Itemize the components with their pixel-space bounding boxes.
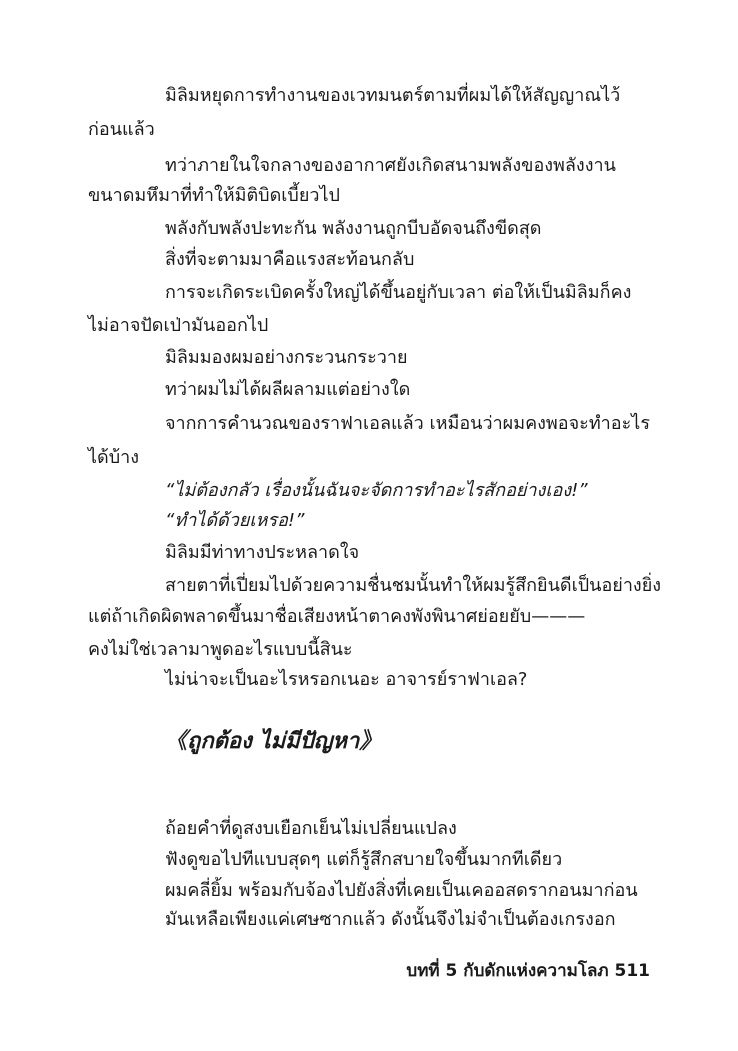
- voice-heading: 《ถูกต้อง ไม่มีปัญหา》: [165, 729, 382, 754]
- paragraph-line: จากการคำนวณของราฟาเอลแล้ว เหมือนว่าผมคงพอจะทำอะไร: [165, 413, 650, 434]
- paragraph-line: มิลิมหยุดการทำงานของเวทมนตร์ตามที่ผมได้ให้สัญญาณไว้: [165, 85, 621, 106]
- paragraph-line: คงไม่ใช่เวลามาพูดอะไรแบบนี้สินะ: [88, 639, 353, 660]
- paragraph-line: สิ่งที่จะตามมาคือแรงสะท้อนกลับ: [165, 249, 415, 270]
- paragraph-line: ก่อนแล้ว: [88, 119, 155, 140]
- dialogue-line: “ไม่ต้องกลัว เรื่องนั้นฉันจะจัดการทำอะไรสักอย่างเอง!”: [165, 480, 588, 501]
- paragraph-line: ถ้อยคำที่ดูสงบเยือกเย็นไม่เปลี่ยนแปลง: [165, 818, 457, 839]
- paragraph-line: ทว่าผมไม่ได้ผลีผลามแต่อย่างใด: [165, 379, 411, 400]
- paragraph-line: มิลิมมองผมอย่างกระวนกระวาย: [165, 347, 408, 368]
- paragraph-line: การจะเกิดระเบิดครั้งใหญ่ได้ขึ้นอยู่กับเวลา ต่อให้เป็นมิลิมก็คง: [165, 282, 632, 303]
- paragraph-line: แต่ถ้าเกิดผิดพลาดขึ้นมาชื่อเสียงหน้าตาคงพังพินาศย่อยยับ———: [88, 606, 586, 627]
- paragraph-line: ผมคลี่ยิ้ม พร้อมกับจ้องไปยังสิ่งที่เคยเป็นเคออสดรากอนมาก่อน: [165, 880, 638, 901]
- paragraph-line: พลังกับพลังปะทะกัน พลังงานถูกบีบอัดจนถึงขีดสุด: [165, 218, 542, 239]
- dialogue-line: “ทำได้ด้วยเหรอ!”: [165, 510, 305, 531]
- paragraph-line: ขนาดมหึมาที่ทำให้มิติบิดเบี้ยวไป: [88, 185, 340, 206]
- paragraph-line: ทว่าภายในใจกลางของอากาศยังเกิดสนามพลังของพลังงาน: [165, 155, 616, 176]
- paragraph-line: ไม่น่าจะเป็นอะไรหรอกเนอะ อาจารย์ราฟาเอล?: [165, 669, 528, 690]
- paragraph-line: มันเหลือเพียงแค่เศษซากแล้ว ดังนั้นจึงไม่จำเป็นต้องเกรงอก: [165, 909, 616, 930]
- paragraph-line: ไม่อาจปัดเป่ามันออกไป: [88, 315, 269, 336]
- page-footer: บทที่ 5 กับดักแห่งความโลภ 511: [406, 961, 650, 981]
- paragraph-line: ฟังดูขอไปทีแบบสุดๆ แต่ก็รู้สึกสบายใจขึ้นมากทีเดียว: [165, 849, 563, 870]
- paragraph-line: ได้บ้าง: [88, 447, 140, 468]
- paragraph-line: สายตาที่เปี่ยมไปด้วยความชื่นชมนั้นทำให้ผมรู้สึกยินดีเป็นอย่างยิ่ง: [165, 575, 662, 596]
- paragraph-line: มิลิมมีท่าทางประหลาดใจ: [165, 542, 360, 563]
